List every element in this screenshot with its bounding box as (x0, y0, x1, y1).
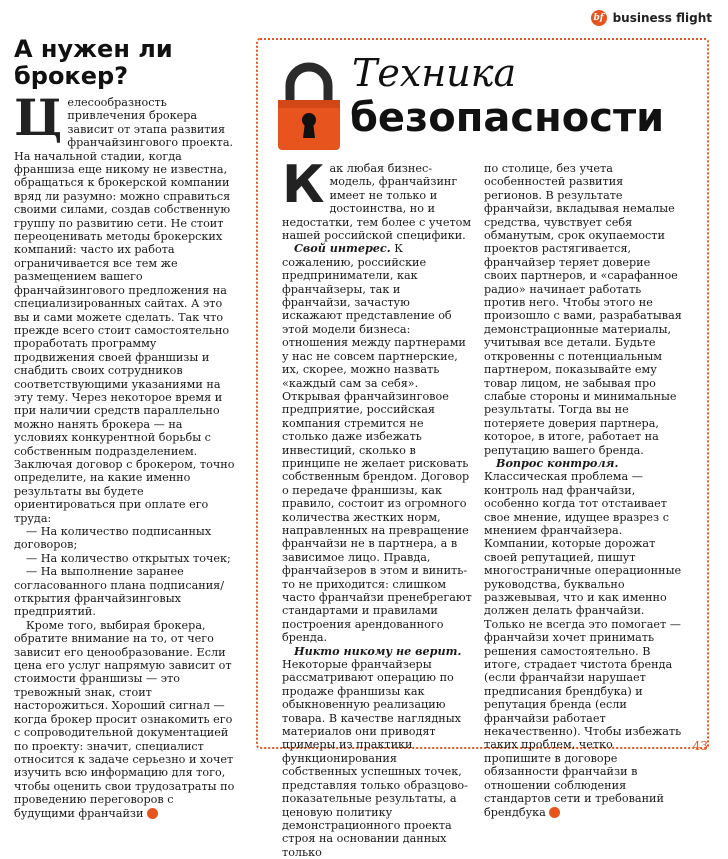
padlock-icon (276, 60, 342, 152)
sidebar-dropcap: Ц (14, 88, 63, 147)
article-intro-text: ак любая бизнес-модель, франчайзинг имеет не только и достоинства, но и недостатки, тем более с учетом нашей российской специфики. (282, 162, 472, 243)
article-dropcap: К (282, 155, 325, 215)
article-intro (282, 155, 472, 243)
sidebar-list-item: — На выполнение заранее согласованного плана подписания/открытия франчайзинговых предприятий. (14, 565, 224, 619)
article-title-line-1: Техника (352, 51, 517, 95)
section-3-heading: Вопрос контроля. (496, 455, 619, 470)
sidebar-paragraph-2-text: Кроме того, выбирая брокера, обратите внимание на то, от чего зависит его ценообразование. Если цена его услуг напрямую зависит от стоимости франшизы — это тревожный знак, стоит насторожиться. Хороший сигнал — когда брокер просит ознакомить его с сопроводительной документацией по проекту: значит, специалист относится к задаче серьезно и хочет изучить всю информацию для того, чтобы оценить свои трудозатраты по проведению переговоров с будущими франчайзи (14, 618, 235, 820)
brand-header (591, 10, 712, 26)
section-2-heading: Никто никому не верит. (294, 643, 462, 658)
article-title-line-2: безопасности (350, 95, 665, 141)
article-section-3 (484, 457, 682, 819)
article-section-1 (282, 242, 472, 644)
sidebar-list-item: — На количество открытых точек; (26, 551, 231, 565)
section-1-text: К сожалению, российские предприниматели, как франчайзеры, так и франчайзи, зачастую искажают представление об этой модели бизнеса: отношения между партнерами у нас не совсем партнерские, их, скорее, можно назвать «каждый сам за себя». Открывая франчайзинговое предприятие, российская компания стремится не столько даже избежать инвестиций, сколько в принципе не желает рисковать собственным брендом. Договор о передаче франшизы, как правило, состоит из огромного количества жестких норм, направленных на превращение франчайзи не в партнера, а в зависимое лицо. Правда, франчайзеров в этом и винить-то не приходится: слишком часто франчайзи пренебрегают стандартами и правилами построения арендованного бренда. (282, 242, 472, 645)
sidebar-article-body (14, 88, 236, 820)
article-column-2 (484, 162, 682, 819)
brand-logo-icon: bf (591, 10, 607, 26)
sidebar-paragraph-2 (14, 619, 236, 820)
article-section-2 (282, 645, 472, 859)
article-column-1 (282, 155, 472, 859)
article-column-2-continuation: по столице, без учета особенностей развития регионов. В результате франчайзи, вкладывая немалые средства, чувствует себя обманутым, срок окупаемости проектов растягивается, франчайзер теряет доверие своих партнеров, и «сарафанное радио» начинает работать против него. Чтобы этого не произошло с вами, разрабатывая демонстрационные материалы, учитывая все детали. Будьте откровенны с потенциальным партнером, показывайте ему товар лицом, не забывая про слабые стороны и минимальные результаты. Тогда вы не потеряете доверия партнера, которое, в итоге, работает на репутацию вашего бренда. (484, 162, 682, 457)
section-3-text: Классическая проблема — контроль над франчайзи, особенно когда тот отстаивает свое мнение, идущее вразрез с мнением франчайзера. Компании, которые дорожат своей репутацией, пишут многостраничные операционные руководства, буквально разжевывая, что и как именно должен делать франчайзи. Только не всегда это помогает — франчайзи хочет принимать решения самостоятельно. В итоге, страдает чистота бренда (если франчайзи нарушает предписания брендбука) и репутация бренда (если франчайзи работает некачественно). Чтобы избежать таких проблем, четко пропишите в договоре обязанности франчайзи в отношении соблюдения стандартов сети и требований брендбука (484, 470, 682, 819)
section-2-text: Некоторые франчайзеры рассматривают операцию по продаже франшизы как обыкновенную реализацию товара. В качестве наглядных материалов они приводят примеры из практики функционирования собственных успешных точек, представляя только образцово-показательные результаты, а ценовую политику демонстрационного проекта строя на основании данных только (282, 658, 468, 859)
sidebar-list-item: — На количество подписанных договоров; (14, 525, 212, 552)
sidebar-article-title: А нужен ли брокер? (14, 35, 173, 90)
end-mark-icon (549, 807, 560, 818)
brand-name: business flight (612, 11, 712, 25)
sidebar-paragraph-1-text: елесообразность привлечения брокера зависит от этапа развития франчайзингового проекта. На начальной стадии, когда франшиза еще никому не известна, обращаться к брокерской компании вряд ли разумно: можно справиться своими силами, создав собственную группу по развитию сети. Не стоит переоценивать методы брокерских компаний: часто их работа ограничивается все тем же размещением вашего франчайзингового предложения на специализированных сайтах. А это вы и сами можете сделать. Так что прежде всего стоит самостоятельно проработать программу продвижения своей франшизы и снабдить своих сотрудников соответствующими указаниями на эту тему. Через некоторое время и при наличии средств параллельно можно нанять брокера — на условиях конкурентной борьбы с собственным подразделением. Заключая договор с брокером, точно определите, на какие именно результаты вы будете ориентироваться при оплате его труда: (14, 96, 235, 525)
end-mark-icon (147, 808, 158, 819)
sidebar-paragraph-1 (14, 88, 236, 525)
section-1-heading: Свой интерес. (294, 241, 391, 256)
page-number: 43 (692, 739, 708, 753)
